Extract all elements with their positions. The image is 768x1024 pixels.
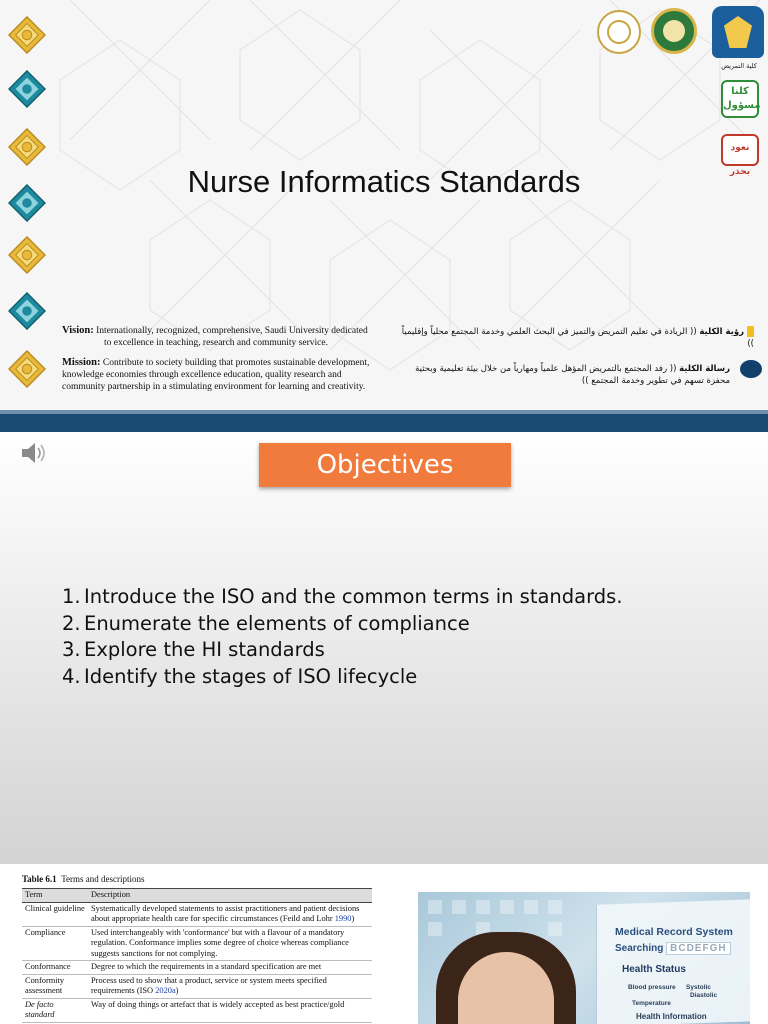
table-row: Clinical guideline Systematically developed statements to assist practitioners and patient decisions about appropriate health care for specific circumstances (Feild and Lohr 1990): [22, 902, 372, 926]
record-system-title: Medical Record System: [615, 926, 733, 938]
arabic-vision-label: رؤية الكلية: [699, 327, 744, 337]
objectives-list: [62, 584, 623, 690]
mission-label: Mission:: [62, 357, 101, 368]
vision-text-line1: Internationally, recognized, comprehensive, Saudi University dedicated: [96, 326, 368, 336]
health-status-label: Health Status: [622, 964, 686, 975]
systolic-label: Systolic: [686, 984, 711, 991]
health-information-label: Health Information: [636, 1012, 707, 1021]
table-caption: Table 6.1 Terms and descriptions: [22, 874, 145, 884]
column-header-term: Term: [22, 889, 88, 903]
university-emblem-logo: [651, 8, 697, 54]
table-row: Conformance Degree to which the requirements in a standard specification are met: [22, 961, 372, 975]
gold-ornament-icon: [8, 236, 46, 274]
objectives-slide: [0, 432, 768, 864]
teal-ornament-icon: [8, 292, 46, 330]
slide-title: Nurse Informatics Standards: [187, 164, 581, 199]
objective-item: 2. Enumerate the elements of compliance: [62, 611, 470, 635]
nursing-college-logo: [712, 6, 764, 58]
gold-ornament-icon: [8, 350, 46, 388]
vision-statement: [62, 325, 380, 349]
footer-bar: [0, 410, 768, 432]
temperature-label: Temperature: [632, 1000, 671, 1007]
terms-table: [22, 888, 372, 1023]
gold-ornament-icon: [8, 128, 46, 166]
arabic-mission-text: (( رفد المجتمع بالتمريض المؤهل علمياً ومهارياً من خلال بيئة تعليمية وبحثية محفزة تسهم في تطوير وخدمة المجتمع )): [415, 364, 730, 386]
record-search: Searching BCDEFGH: [615, 942, 731, 955]
mission-statement: [62, 357, 380, 393]
kulluna-masool-badge: كلنا مسؤول: [721, 80, 759, 118]
quality-seal-logo: [597, 10, 641, 54]
medical-record-photo: [418, 892, 750, 1024]
table-row: Compliance Used interchangeably with 'conformance' but with a flavour of a mandatory regulation. Conformance implies some degree of choice whereas compliance suggests sanctions for not complying.: [22, 926, 372, 961]
vision-label: Vision:: [62, 325, 94, 336]
teal-ornament-icon: [8, 70, 46, 108]
table-row: Conformity assessment Process used to show that a product, service or system meets specified requirements (ISO 2020a): [22, 974, 372, 998]
naud-bihathar-badge: نعود بحذر: [721, 134, 759, 166]
college-name-caption: كلية التمريض: [721, 62, 757, 70]
terms-slide: [0, 864, 768, 1024]
arabic-vision-text: (( الريادة في تعليم التمريض والتميز في البحث العلمي وخدمة المجتمع محلياً وإقليمياً )): [401, 327, 754, 349]
table-row: De facto standard Way of doing things or artefact that is widely accepted as best practice/gold: [22, 998, 372, 1022]
record-panel: [596, 899, 750, 1024]
objectives-heading: Objectives: [259, 443, 511, 487]
diastolic-label: Diastolic: [690, 992, 718, 999]
blood-pressure-label: Blood pressure: [628, 984, 676, 991]
mission-marker-icon: [740, 360, 762, 378]
title-slide: [0, 0, 768, 432]
mission-text: Contribute to society building that promotes sustainable development, knowledge economies through excellence education, quality research and community partnership in a stimulating environment for learning and creativity.: [62, 358, 370, 392]
speaker-icon[interactable]: [20, 440, 48, 466]
decorative-ornament-column: [0, 0, 58, 410]
objective-item: 1. Introduce the ISO and the common terms in standards.: [62, 585, 623, 608]
gold-ornament-icon: [8, 16, 46, 54]
arabic-vision-statement: [398, 326, 754, 350]
vision-marker-icon: [747, 326, 754, 337]
arabic-mission-statement: [400, 363, 730, 387]
objective-item: 3. Explore the HI standards: [62, 638, 325, 661]
column-header-description: Description: [88, 889, 372, 903]
objective-item: 4. Identify the stages of ISO lifecycle: [62, 664, 418, 688]
arabic-mission-label: رسالة الكلية: [679, 364, 730, 374]
table-header-row: [22, 889, 372, 903]
vision-text-line2: to excellence in teaching, research and community service.: [104, 338, 328, 348]
